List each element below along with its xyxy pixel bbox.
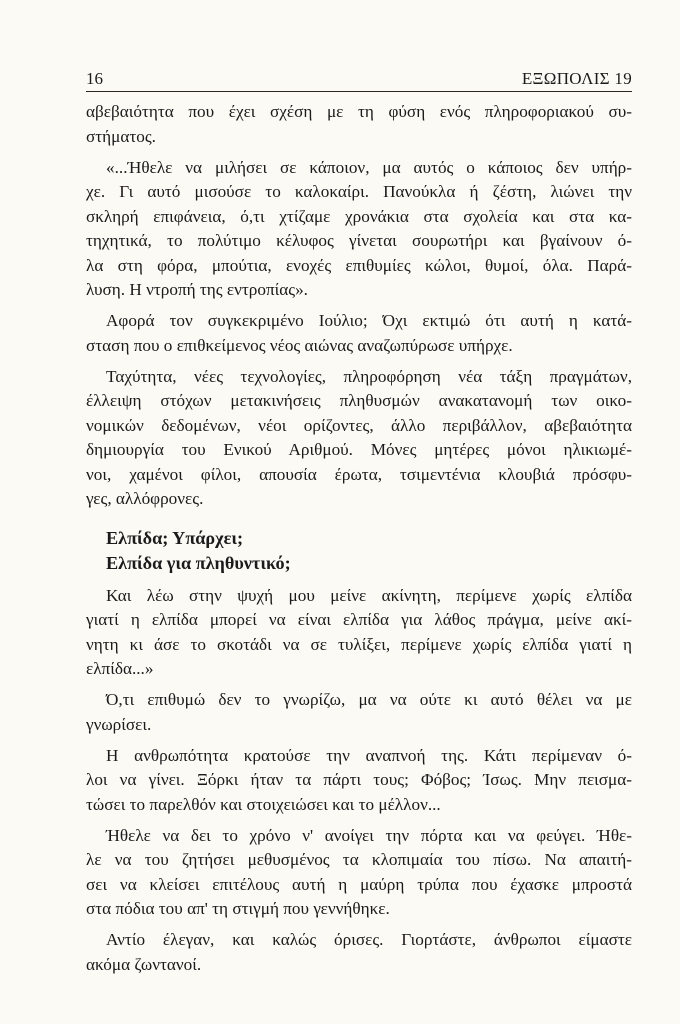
paragraph (86, 744, 632, 818)
text-line: νομικών δεδομένων, νέοι ορίζοντες, άλλο περιβάλλον, αβεβαιότητα (86, 415, 632, 435)
header-rule (86, 91, 632, 92)
text-line: Ταχύτητα, νέες τεχνολογίες, πληροφόρηση νέα τάξη πραγμάτων, (106, 366, 632, 386)
text-body (86, 100, 632, 984)
page-header (86, 68, 632, 90)
paragraph (86, 928, 632, 977)
text-line: σκληρή επιφάνεια, ό,τι χτίζαμε χρονάκια στα σχολεία και στα κα- (86, 206, 632, 226)
paragraph (86, 156, 632, 303)
text-line: στήματος. (86, 126, 156, 146)
text-line: λα στη φόρα, μπούτια, ενοχές επιθυμίες κώλοι, θυμοί, όλα. Παρά- (86, 255, 632, 275)
text-line: αβεβαιότητα που έχει σχέση με τη φύση ενός πληροφοριακού συ- (86, 102, 632, 121)
text-line: έλλειψη στόχων μετακινήσεις πληθυσμών ανακατανομή των οικο- (86, 391, 632, 410)
running-title: ΕΞΩΠΟΛΙΣ 19 (521, 69, 632, 88)
paragraph (86, 365, 632, 512)
text-line: «...Ήθελε να μιλήσει σε κάποιον, μα αυτός ο κάποιος δεν υπήρ- (106, 157, 632, 177)
text-line: στα πόδια του απ' τη στιγμή που γεννήθηκε. (86, 899, 390, 918)
text-line: ακόμα ζωντανοί. (86, 954, 202, 974)
text-line: γνωρίσει. (86, 714, 152, 734)
paragraph (86, 584, 632, 682)
text-line: ελπίδα...» (86, 659, 154, 678)
paragraph (86, 688, 632, 737)
text-line: γες, αλλόφρονες. (86, 489, 204, 508)
text-line: Αντίο έλεγαν, και καλώς όρισες. Γιορτάστε, άνθρωποι είμαστε (106, 930, 632, 949)
text-line: Αφορά τον συγκεκριμένο Ιούλιο; Όχι εκτιμώ ότι αυτή η κατά- (106, 311, 632, 330)
page-number: 16 (86, 69, 103, 88)
text-line: νοι, χαμένοι φίλοι, απουσία έρωτα, τσιμεντένια κλουβιά πρόσφυ- (86, 464, 632, 484)
text-line: Η ανθρωπότητα κρατούσε την αναπνοή της. Κάτι περίμεναν ό- (106, 745, 632, 765)
text-line: σταση που ο επιθκείμενος νέος αιώνας αναζωπύρωσε υπήρχε. (86, 335, 513, 355)
text-line: δημιουργία του Ενικού Αριθμού. Μόνες μητέρες μόνοι ηλικιωμέ- (86, 440, 632, 459)
text-line: Ό,τι επιθυμώ δεν το γνωρίζω, μα να ούτε κι αυτό θέλει να με (106, 690, 632, 709)
text-line: λοι να γίνει. Ξόρκι ήταν τα πάρτι τους; Φόβος; Ίσως. Μην πεισμα- (86, 770, 632, 789)
text-line: σει να κλείσει επιτέλους αυτή η μαύρη τρύπα που έχασκε μπροστά (86, 874, 632, 894)
paragraph (86, 100, 632, 149)
text-line: λυση. Η ντροπή της εντροπίας». (86, 280, 308, 299)
section-heading (106, 526, 632, 576)
text-line: Ήθελε να δει το χρόνο ν' ανοίγει την πόρτα και να φεύγει. Ήθε- (106, 825, 632, 845)
text-line: γιατί η ελπίδα μπορεί να είναι ελπίδα για λάθος πράγμα, μείνε ακί- (86, 610, 632, 629)
text-line: τηχητικά, το πολύτιμο κέλυφος γίνεται σουρωτήρι και βγαίνουν ό- (86, 231, 632, 250)
heading-line: Ελπίδα για πληθυντικό; (106, 552, 291, 573)
text-line: Και λέω στην ψυχή μου μείνε ακίνητη, περίμενε χωρίς ελπίδα (106, 585, 632, 605)
text-line: νητη κι άσε το σκοτάδι να σε τυλίξει, περίμενε χωρίς ελπίδα γιατί η (86, 634, 632, 654)
paragraph (86, 824, 632, 922)
paragraph (86, 309, 632, 358)
text-line: χε. Γι αυτό μισούσε το καλοκαίρι. Πανούκλα ή ζέστη, λιώνει την (86, 182, 632, 201)
text-line: τώσει το παρελθόν και στοιχειώσει και το μέλλον... (86, 794, 441, 814)
text-line: λε να του ζητήσει μεθυσμένος τα κλοπιμαία του πίσω. Να απαιτή- (86, 850, 632, 869)
heading-line: Ελπίδα; Υπάρχει; (106, 527, 244, 548)
